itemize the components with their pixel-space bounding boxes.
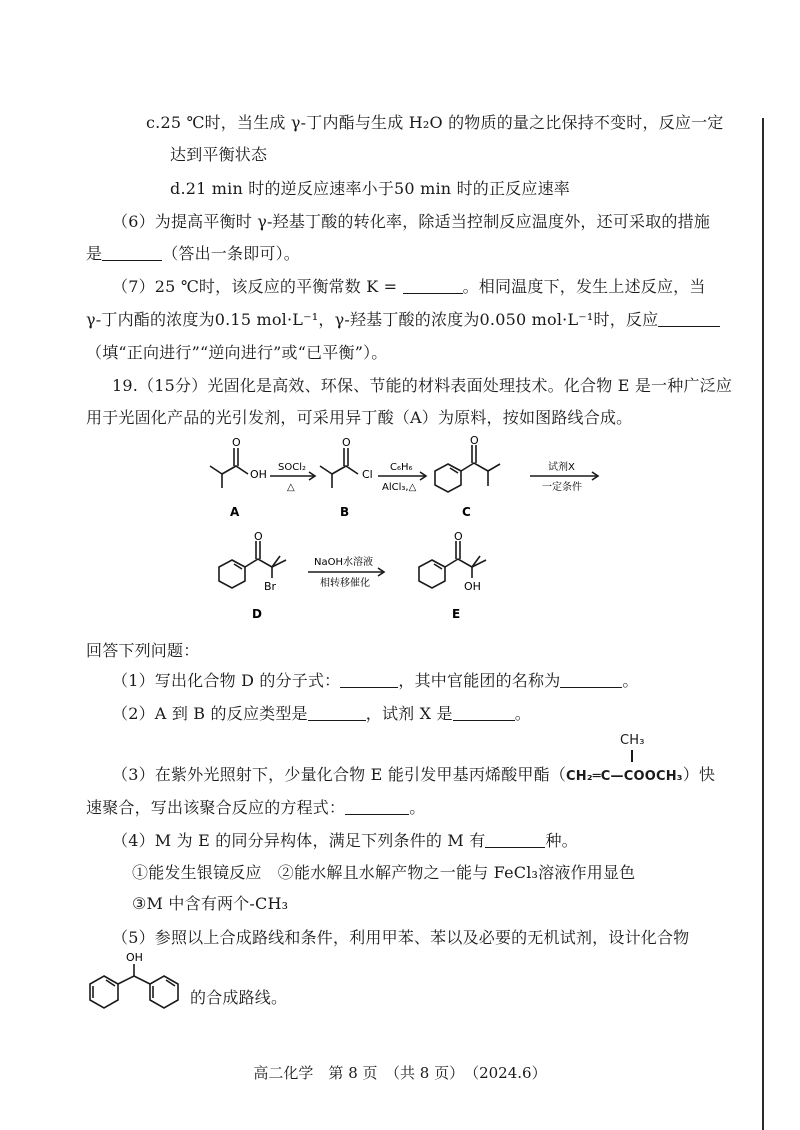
q18-part6-line1: （6）为提高平衡时 γ-羟基丁酸的转化率，除适当控制反应温度外，还可采取的措施 — [112, 212, 711, 231]
compound-a-structure — [210, 448, 248, 488]
q19-intro-line2: 用于光固化产品的光引发剂，可采用异丁酸（A）为原料，按如图路线合成。 — [86, 408, 633, 427]
methyl-methacrylate-formula: CH₂═C—COOCH₃ — [566, 769, 683, 784]
atom-br: Br — [264, 580, 277, 593]
q19-part1-text-c: 。 — [622, 671, 639, 690]
q19-part2-text-c: 。 — [514, 704, 531, 723]
q19-part1-text-a: （1）写出化合物 D 的分子式： — [112, 671, 341, 690]
synthesis-scheme-row1 — [190, 436, 620, 526]
atom-cl: Cl — [362, 468, 373, 481]
answer-blank[interactable] — [102, 244, 162, 261]
q19-part4-condition-1-2: ①能发生银镜反应 ②能水解且水解产物之一能与 FeCl₃溶液作用显色 — [132, 863, 636, 882]
q19-part4-condition-3: ③M 中含有两个-CH₃ — [132, 894, 289, 913]
q19-part3-text-b: ）快 — [682, 765, 716, 784]
q19-part5-line2: 的合成路线。 — [190, 988, 288, 1007]
diphenylmethanol-structure — [82, 950, 192, 1020]
answer-blank[interactable] — [453, 704, 515, 721]
q18-part7-line1 — [112, 274, 706, 297]
atom-oh: OH — [126, 951, 143, 964]
atom-oh: OH — [250, 468, 267, 481]
synthesis-scheme-row2 — [200, 530, 530, 630]
q19-part1-text-b: ，其中官能团的名称为 — [398, 671, 561, 690]
page-footer: 高二化学 第 8 页 （共 8 页） （2024.6） — [253, 1064, 547, 1082]
label-compound-e: E — [452, 607, 461, 621]
answer-blank[interactable] — [658, 310, 720, 327]
q18-part6-prefix: 是 — [86, 244, 103, 263]
label-compound-a: A — [230, 505, 240, 519]
q19-part5-line1: （5）参照以上合成路线和条件，利用甲苯、苯以及必要的无机试剂，设计化合物 — [112, 928, 690, 947]
q19-part4-text-b: 种。 — [545, 831, 578, 850]
answer-blank[interactable] — [308, 704, 366, 721]
atom-o: O — [470, 436, 479, 447]
q18-part7-text-b: 。相同温度下，发生上述反应，当 — [462, 277, 706, 296]
q18-part7-text-a: （7）25 ℃时，该反应的平衡常数 K = — [112, 277, 398, 296]
q19-part3-text-c: 速聚合，写出该聚合反应的方程式： — [86, 798, 346, 817]
answer-blank[interactable] — [485, 831, 545, 848]
compound-c-structure — [435, 445, 500, 492]
q18-option-c-line2: 达到平衡状态 — [170, 145, 268, 164]
q18-part6-line2 — [86, 241, 300, 264]
arrow3-reagent: 试剂X — [548, 462, 575, 473]
arrow2-condition: AlCl₃,△ — [382, 482, 417, 493]
answer-blank[interactable] — [403, 277, 463, 294]
arrow1-reagent: SOCl₂ — [278, 462, 306, 473]
answer-blank[interactable] — [340, 671, 398, 688]
label-compound-b: B — [340, 505, 350, 519]
q18-part6-suffix: （答出一条即可）。 — [162, 244, 301, 263]
atom-oh: OH — [464, 580, 481, 593]
answer-blank[interactable] — [345, 798, 409, 815]
atom-o: O — [342, 436, 351, 449]
methyl-group-label: CH₃ — [620, 733, 645, 748]
atom-o: O — [232, 436, 241, 449]
q19-part4-text-a: （4）M 为 E 的同分异构体，满足下列条件的 M 有 — [112, 831, 486, 850]
q19-part3-text-a: （3）在紫外光照射下，少量化合物 E 能引发甲基丙烯酸甲酯（ — [112, 765, 567, 784]
answer-blank[interactable] — [560, 671, 622, 688]
q19-part1 — [112, 668, 639, 691]
arrow4-condition: 相转移催化 — [320, 578, 370, 589]
methyl-bond — [631, 750, 633, 762]
atom-o: O — [454, 530, 463, 543]
q18-option-d: d.21 min 时的逆反应速率小于50 min 时的正反应速率 — [170, 179, 570, 198]
arrow3-condition: 一定条件 — [542, 482, 582, 493]
q19-part2-text-b: ，试剂 X 是 — [365, 704, 453, 723]
q19-part3-line1 — [112, 762, 715, 785]
q19-intro-line1: 19.（15分）光固化是高效、环保、节能的材料表面处理技术。化合物 E 是一种广泛应 — [112, 376, 733, 395]
q19-part2 — [112, 701, 531, 724]
margin-line — [762, 118, 764, 1130]
q19-part4 — [112, 828, 578, 851]
q18-part7-line3: （填“正向进行”“逆向进行”或“已平衡”）。 — [86, 343, 388, 362]
q18-option-c-line1: c.25 ℃时，当生成 γ-丁内酯与生成 H₂O 的物质的量之比保持不变时，反应一定 — [146, 113, 724, 132]
arrow1-condition: △ — [287, 482, 295, 493]
compound-b-structure — [320, 448, 358, 488]
arrow4-reagent: NaOH水溶液 — [314, 557, 373, 568]
q19-part2-text-a: （2）A 到 B 的反应类型是 — [112, 704, 308, 723]
answer-prompt: 回答下列问题： — [86, 641, 200, 660]
arrow2-reagent: C₆H₆ — [390, 462, 413, 473]
label-compound-c: C — [462, 505, 471, 519]
q19-part3-line2 — [86, 795, 425, 818]
q19-part3-text-d: 。 — [409, 798, 426, 817]
atom-o: O — [254, 530, 263, 543]
q18-part7-text-c: γ-丁内酯的浓度为0.15 mol·L⁻¹，γ-羟基丁酸的浓度为0.050 mol·L⁻¹时，反应 — [86, 310, 659, 329]
q18-part7-line2 — [86, 307, 720, 330]
label-compound-d: D — [252, 607, 262, 621]
